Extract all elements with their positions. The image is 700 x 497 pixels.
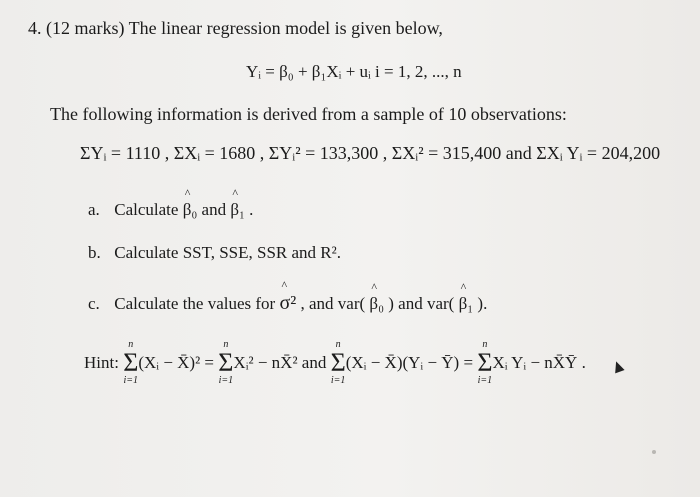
beta1-hat: ^ β₁ [230, 200, 245, 220]
var-beta1-hat: ^ β₁ [459, 294, 474, 314]
paper-mark [652, 450, 656, 454]
part-b-label: b. [88, 243, 101, 262]
part-c-text-3: ) and var( [384, 294, 459, 313]
part-b-text: Calculate SST, SSE, SSR and R². [114, 243, 341, 262]
hint-term-1: (Xᵢ − X̄)² = [138, 353, 219, 372]
hint-and: and [297, 353, 331, 372]
hint-term-2: Xᵢ² − nX̄² [233, 353, 298, 372]
part-a-text: Calculate [114, 200, 183, 219]
summation-sign: n Σ i=1 [477, 339, 493, 386]
part-a-end: . [244, 200, 254, 219]
hint [84, 340, 586, 386]
part-b [88, 243, 341, 263]
summation-sign: n Σ i=1 [330, 339, 346, 386]
mouse-cursor-icon [611, 360, 624, 374]
summation-sign: n Σ i=1 [123, 339, 139, 386]
var-beta0-hat: ^ β₀ [369, 294, 384, 314]
hint-label: Hint: [84, 353, 119, 372]
part-c [88, 292, 487, 315]
summary-statistics: ΣYᵢ = 1110 , ΣXᵢ = 1680 , ΣYᵢ² = 133,300 , ΣXᵢ² = 315,400 and ΣXᵢ Yᵢ = 204,200 [80, 143, 661, 163]
hint-term-3: (Xᵢ − X̄)(Yᵢ − Ȳ) = [345, 353, 478, 372]
question-title: 4. (12 marks) The linear regression model is given below, [28, 18, 443, 38]
part-c-text-2: , and var( [296, 294, 370, 313]
regression-model-equation: Yᵢ = β₀ + β₁Xᵢ + uᵢ i = 1, 2, ..., n [246, 62, 462, 81]
part-c-label: c. [88, 294, 100, 313]
sample-info-text: The following information is derived from a sample of 10 observations: [50, 104, 567, 124]
beta0-hat: ^ β₀ [183, 200, 198, 220]
sigma-squared-hat: ^ σ² [279, 292, 296, 315]
part-a [88, 200, 253, 220]
summation-sign: n Σ i=1 [218, 339, 234, 386]
part-c-text-4: ). [473, 294, 488, 313]
part-a-and: and [197, 200, 231, 219]
part-c-text-1: Calculate the values for [114, 294, 280, 313]
hint-term-4: Xᵢ Yᵢ − nX̄Ȳ . [492, 353, 586, 372]
part-a-label: a. [88, 200, 100, 219]
